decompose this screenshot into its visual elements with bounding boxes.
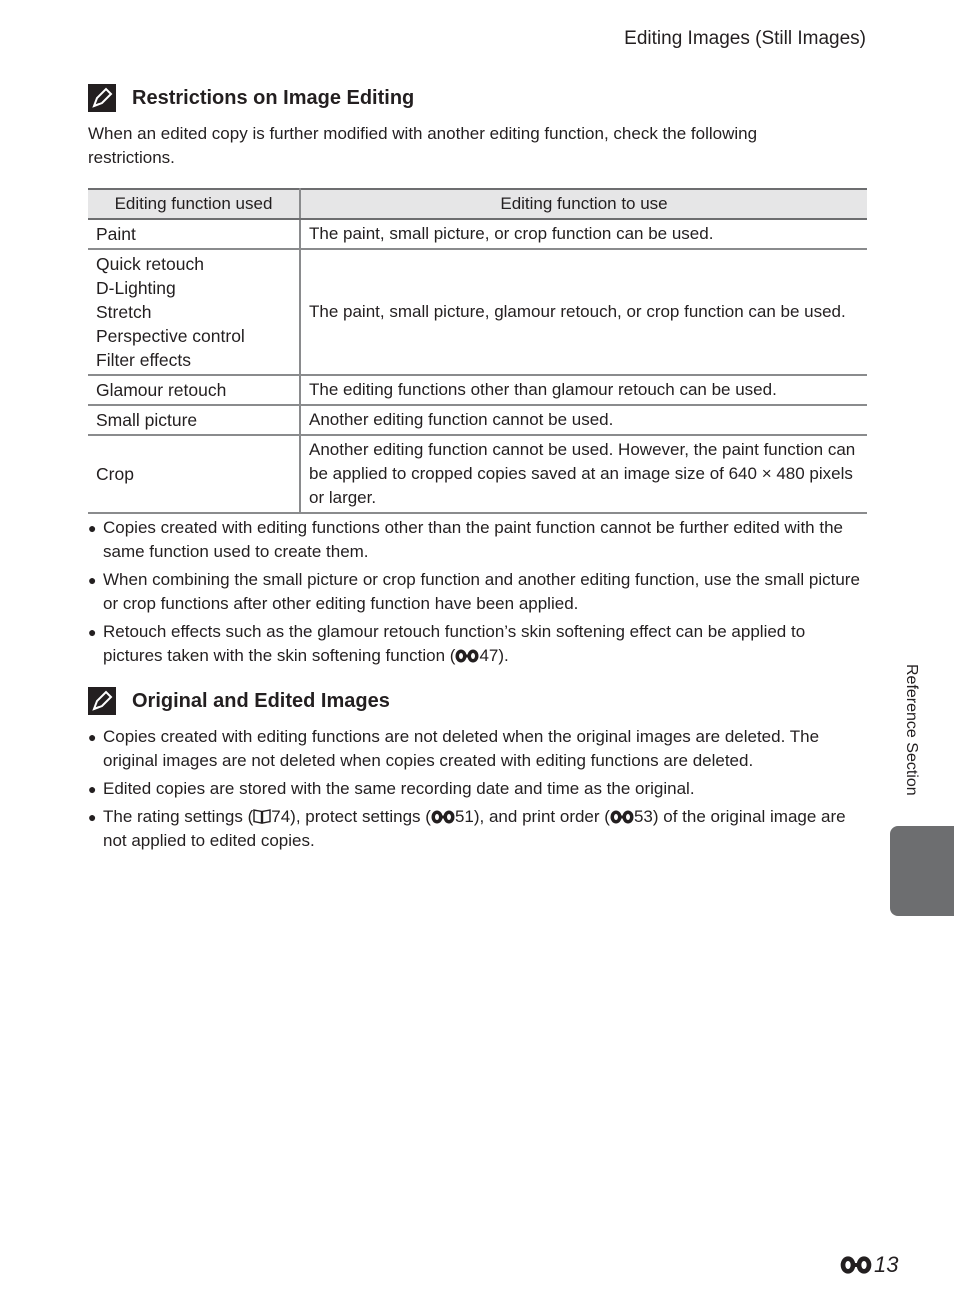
book-icon (253, 808, 271, 824)
original-edited-bullet-list (88, 725, 868, 857)
side-section-label: Reference Section (903, 664, 920, 796)
bullet-text: Copies created with editing functions are not deleted when the original images are deleted. The original images are not deleted when copies created with editing functions are deleted. (103, 727, 820, 770)
e-reference-icon (431, 810, 455, 824)
function-to-use-cell: The editing functions other than glamour retouch can be used. (300, 375, 867, 405)
function-name: Quick retouch (96, 254, 204, 274)
reference-page[interactable]: 47 (479, 646, 499, 665)
e-reference-icon (455, 649, 479, 663)
reference-page[interactable]: 53 (633, 807, 653, 826)
bullet-text: The rating settings ( (103, 807, 254, 826)
list-item (88, 777, 868, 801)
bullet-dot: ● (88, 520, 97, 536)
table-row (88, 375, 867, 405)
function-to-use-cell: The paint, small picture, or crop function can be used. (300, 219, 867, 249)
list-item (88, 568, 868, 616)
function-to-use-cell: The paint, small picture, glamour retouch, or crop function can be used. (300, 249, 867, 375)
original-edited-title: Original and Edited Images (132, 689, 390, 712)
bullet-text: ), and print order ( (473, 807, 610, 826)
function-used-cell (88, 219, 300, 249)
bullet-dot: ● (88, 809, 97, 825)
bullet-dot: ● (88, 572, 97, 588)
table-row (88, 405, 867, 435)
function-name: Paint (96, 224, 136, 244)
table-header-row (88, 189, 867, 219)
list-item (88, 516, 868, 564)
reference-page[interactable]: 74 (271, 807, 291, 826)
bullet-text: ), protect settings ( (290, 807, 431, 826)
bullet-text: Retouch effects such as the glamour retouch function’s skin softening effect can be applied to pictures taken with the skin softening function ( (103, 622, 806, 665)
function-used-cell (88, 375, 300, 405)
table-row (88, 249, 867, 375)
restrictions-heading (88, 84, 414, 112)
function-name: Perspective control (96, 326, 245, 346)
e-reference-icon (840, 1255, 872, 1275)
page-number (840, 1252, 898, 1278)
function-name: Crop (96, 464, 134, 484)
e-reference-icon (610, 810, 634, 824)
bullet-dot: ● (88, 729, 97, 745)
function-name: D-Lighting (96, 278, 176, 298)
list-item (88, 725, 868, 773)
running-header: Editing Images (Still Images) (624, 28, 866, 49)
pencil-note-icon (88, 84, 116, 112)
bullet-text: Edited copies are stored with the same recording date and time as the original. (103, 779, 695, 798)
bullet-dot: ● (88, 624, 97, 640)
function-used-cell (88, 405, 300, 435)
bullet-text: ). (498, 646, 509, 665)
function-used-cell (88, 435, 300, 513)
bullet-text: Copies created with editing functions other than the paint function cannot be further edited with the same function used to create them. (103, 518, 843, 561)
list-item (88, 620, 868, 668)
original-edited-heading (88, 687, 390, 715)
column-header: Editing function used (88, 189, 300, 219)
function-name: Stretch (96, 302, 152, 322)
function-name: Glamour retouch (96, 380, 227, 400)
pencil-note-icon (88, 687, 116, 715)
list-item (88, 805, 868, 853)
restrictions-intro: When an edited copy is further modified with another editing function, check the following restrictions. (88, 124, 758, 167)
restrictions-table (88, 188, 867, 514)
function-to-use-cell: Another editing function cannot be used. However, the paint function can be applied to cropped copies saved at an image size of 640 × 480 pixels or larger. (300, 435, 867, 513)
function-name: Filter effects (96, 350, 191, 370)
reference-page[interactable]: 51 (454, 807, 474, 826)
table-row (88, 219, 867, 249)
section-tab (890, 826, 954, 916)
bullet-dot: ● (88, 781, 97, 797)
table-row (88, 435, 867, 513)
function-name: Small picture (96, 410, 198, 430)
page-number-value: 13 (874, 1252, 899, 1277)
function-to-use-cell: Another editing function cannot be used. (300, 405, 867, 435)
function-used-cell (88, 249, 300, 375)
bullet-text: When combining the small picture or crop function and another editing function, use the small picture or crop functions after other editing function have been applied. (103, 570, 860, 613)
column-header: Editing function to use (300, 189, 867, 219)
restrictions-bullet-list (88, 516, 868, 672)
bullet-text: ) of the original image are not applied to edited copies. (103, 807, 846, 850)
restrictions-title: Restrictions on Image Editing (132, 86, 415, 109)
